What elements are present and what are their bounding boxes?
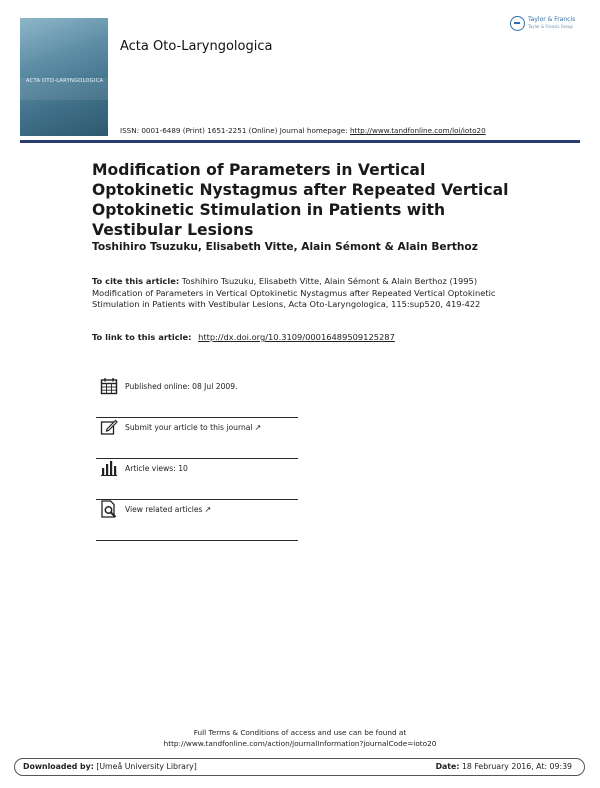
doi-line — [92, 332, 395, 342]
citation-block — [92, 276, 522, 311]
submit-article-label: Submit your article to this journal — [125, 423, 253, 432]
info-item-submit[interactable] — [96, 418, 298, 459]
article-views-text: Article views: 10 — [125, 464, 188, 473]
related-articles-label: View related articles — [125, 505, 203, 514]
submit-article-link[interactable] — [125, 423, 261, 432]
article-title: Modification of Parameters in Vertical Optokinetic Nystagmus after Repeated Vertical Optokinetic Stimulation in Patients with Vestibular Lesions — [92, 161, 509, 239]
calendar-icon — [100, 377, 118, 395]
publisher-logo-subtext: Taylor & Francis Group — [528, 24, 573, 29]
related-articles-link[interactable] — [125, 505, 211, 514]
download-date — [436, 762, 572, 771]
downloaded-by-label: Downloaded by: — [23, 762, 94, 771]
download-date-value: 18 February 2016, At: 09:39 — [461, 762, 572, 771]
info-item-published — [96, 377, 298, 418]
publisher-logo-icon — [510, 16, 525, 31]
citation-text: Toshihiro Tsuzuku, Elisabeth Vitte, Alain Sémont & Alain Berthoz (1995) Modification of Parameters in Vertical Optokinetic Nystagmus after Repeated Vertical Optokinetic Stimulation in Patients with Vestibular Lesions, Acta Oto-Laryngologica, 115:sup520, 419-422 — [92, 276, 496, 310]
issn-text: ISSN: 0001-6489 (Print) 1651-2251 (Online) Journal homepage: — [120, 126, 348, 135]
doi-label: To link to this article: — [92, 332, 192, 342]
terms-line: Full Terms & Conditions of access and use can be found at — [193, 728, 407, 737]
external-link-icon: ↗ — [254, 423, 262, 432]
citation-label: To cite this article: — [92, 276, 180, 286]
download-date-label: Date: — [435, 762, 460, 771]
publisher-logo-text: Taylor & Francis — [528, 16, 576, 23]
doi-link[interactable]: http://dx.doi.org/10.3109/00016489509125287 — [198, 332, 395, 342]
journal-cover-image — [20, 18, 108, 136]
info-item-related[interactable] — [96, 500, 298, 541]
journal-name: Acta Oto-Laryngologica — [120, 39, 273, 54]
terms-notice — [0, 728, 600, 749]
published-online-text: Published online: 08 Jul 2009. — [125, 382, 238, 391]
info-item-views — [96, 459, 298, 500]
edit-icon — [100, 418, 118, 436]
download-info-bar — [14, 758, 585, 776]
article-authors: Toshihiro Tsuzuku, Elisabeth Vitte, Alain Sémont & Alain Berthoz — [92, 241, 478, 253]
cover-title: ACTA OTO-LARYNGOLOGICA — [26, 78, 104, 84]
header-divider — [20, 140, 580, 143]
downloaded-by — [23, 762, 197, 771]
issn-line — [120, 126, 486, 135]
publisher-logo[interactable] — [508, 14, 584, 36]
search-document-icon — [100, 500, 118, 518]
terms-url[interactable]: http://www.tandfonline.com/action/journalInformation?journalCode=ioto20 — [163, 738, 437, 748]
downloaded-by-value: [Umeå University Library] — [96, 762, 197, 771]
external-link-icon: ↗ — [204, 505, 212, 514]
journal-homepage-link[interactable]: http://www.tandfonline.com/loi/ioto20 — [349, 126, 486, 135]
bar-chart-icon — [100, 459, 118, 477]
